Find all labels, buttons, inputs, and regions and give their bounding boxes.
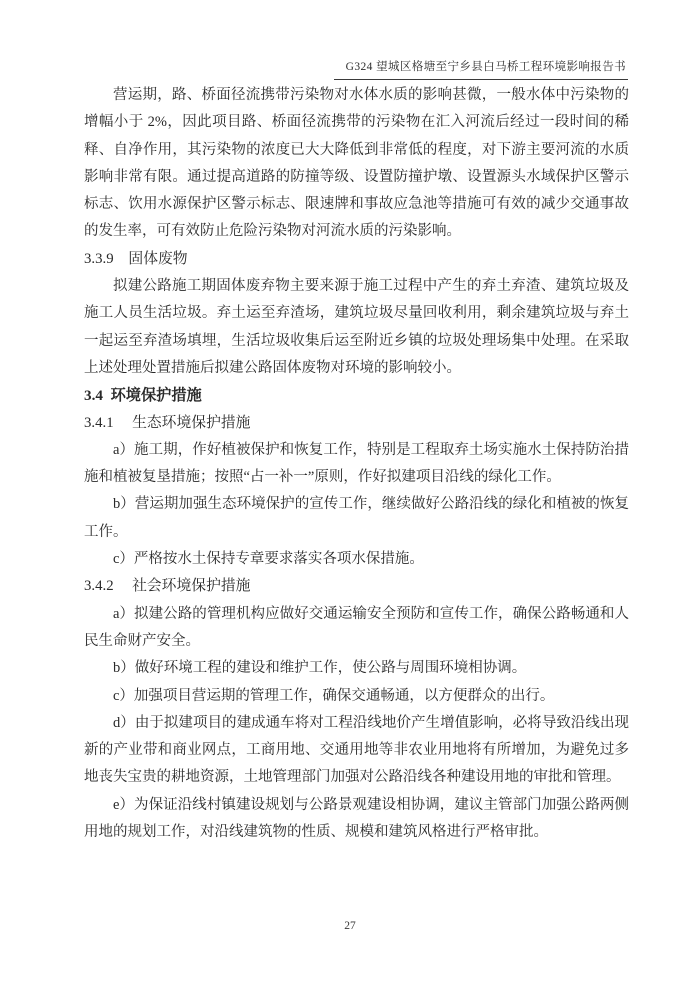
paragraph-eco-item-a: a）施工期，作好植被保护和恢复工作，特别是工程取弃土场实施水土保持防治措施和植被复垦措施；按照“占一补一”原则，作好拟建项目沿线的绿化工作。: [84, 441, 629, 486]
paragraph-solid-waste: 拟建公路施工期固体废弃物主要来源于施工过程中产生的弃土弃渣、建筑垃圾及施工人员生活垃圾。弃土运至弃渣场，建筑垃圾尽量回收利用，剩余建筑垃圾与弃土一起运至弃渣场填埋，生活垃圾收集后运至附近乡镇的垃圾处理场集中处理。在采取上述处理处置措施后拟建公路固体废物对环境的影响较小。: [84, 278, 629, 376]
paragraph-operation-period-runoff: 营运期，路、桥面径流携带污染物对水体水质的影响甚微，一般水体中污染物的增幅小于 2%，因此项目路、桥面径流携带的污染物在汇入河流后经过一段时间的稀释、自净作用，其污染物的浓度已大大降低到非常低的程度，对下游主要河流的水质影响非常有限。通过提高道路的防撞等级、设置防撞护墩、设置源头水域保护区警示标志、饮用水源保护区警示标志、限速牌和事故应急池等措施可有效的减少交通事故的发生率，可有效防止危险污染物对河流水质的污染影响。: [84, 87, 629, 240]
document-body: [84, 82, 629, 846]
paragraph-eco-item-b: b）营运期加强生态环境保护的宣传工作，继续做好公路沿线的绿化和植被的恢复工作。: [84, 496, 629, 540]
paragraph-social-item-c: c）加强项目营运期的管理工作，确保交通畅通，以方便群众的出行。: [113, 687, 555, 704]
section-heading-3-4-1: 3.4.1 生态环境保护措施: [84, 414, 251, 431]
section-heading-3-4: 3.4 环境保护措施: [84, 387, 202, 405]
paragraph-social-item-b: b）做好环境工程的建设和维护工作，使公路与周围环境相协调。: [113, 660, 527, 677]
paragraph-social-item-e: e）为保证沿线村镇建设规划与公路景观建设相协调，建议主管部门加强公路两侧用地的规划工作，对沿线建筑物的性质、规模和建筑风格进行严格审批。: [84, 796, 629, 841]
paragraph-social-item-d: d）由于拟建项目的建成通车将对工程沿线地价产生增值影响，必将导致沿线出现新的产业带和商业网点，工商用地、交通用地等非农业用地将有所增加，为避免过多地丧失宝贵的耕地资源，土地管理部门加强对公路沿线各种建设用地的审批和管理。: [84, 714, 629, 786]
running-header-title: G324 望城区格塘至宁乡县白马桥工程环境影响报告书: [334, 58, 628, 80]
page-header: [334, 57, 628, 80]
paragraph-social-item-a: a）拟建公路的管理机构应做好交通运输安全预防和宣传工作，确保公路畅通和人民生命财产安全。: [84, 605, 629, 649]
section-heading-3-4-2: 3.4.2 社会环境保护措施: [84, 578, 251, 595]
paragraph-eco-item-c: c）严格按水土保持专章要求落实各项水保措施。: [113, 551, 424, 568]
section-heading-3-3-9: 3.3.9 固体废物: [84, 250, 188, 267]
page-footer: [0, 920, 700, 932]
page-number: 27: [344, 920, 356, 932]
